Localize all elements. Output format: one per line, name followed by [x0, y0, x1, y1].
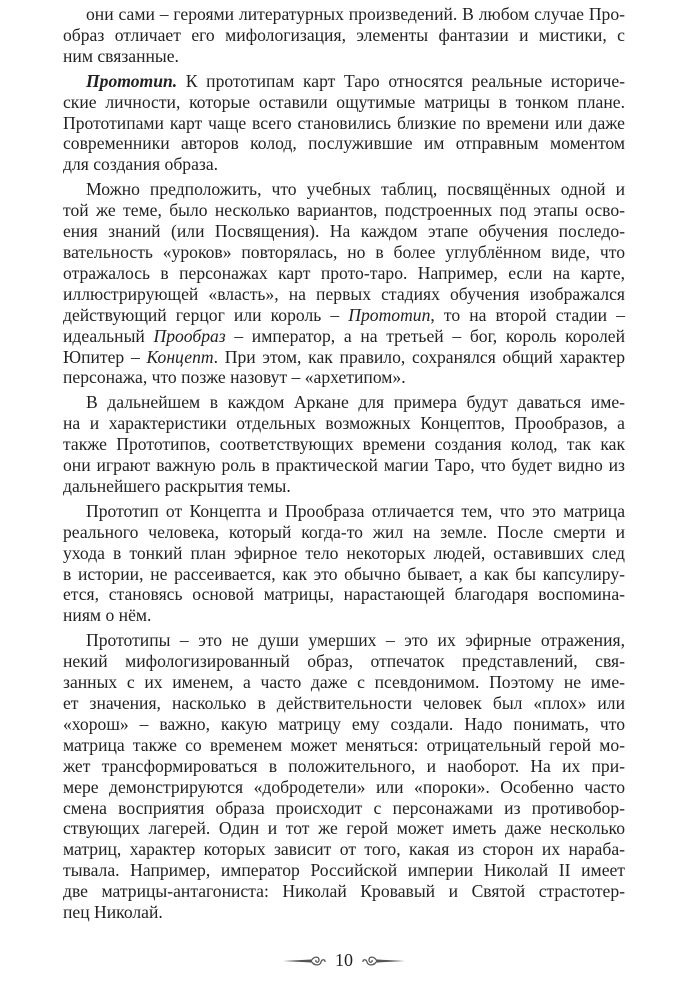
text-line [63, 71, 625, 92]
text-segment: занных с их именем, а часто даже с псевдонимом. Поэтому не име- [63, 672, 625, 693]
paragraph [63, 179, 625, 388]
text-line [63, 154, 625, 175]
ornament-right-icon [361, 954, 405, 968]
text-line [63, 326, 625, 347]
text-segment: матрица также со временем может меняться: отрицательный герой мо- [63, 734, 625, 755]
text-segment: мере демонстрируются «добродетели» или «пороки». Особенно часто [63, 776, 625, 797]
text-segment: реального человека, который когда-то жил на земле. После смерти и [63, 521, 625, 542]
text-segment: Прототипами карт чаще всего становились близкие по времени или даже [63, 112, 625, 133]
text-line [63, 284, 625, 305]
text-line [63, 735, 625, 756]
text-line [63, 476, 625, 497]
text-line [63, 839, 625, 860]
emphasized-term: Концепт [146, 346, 214, 367]
text-segment: ения знаний (или Посвящения). На каждом этапе обучения последо- [63, 221, 625, 242]
text-line [63, 4, 625, 25]
text-line [63, 584, 625, 605]
text-segment: Юпитер – [63, 346, 147, 367]
page-number: 10 [335, 950, 353, 970]
text-line [63, 798, 625, 819]
emphasized-term: Прототип [348, 304, 431, 325]
text-line [63, 672, 625, 693]
text-line [63, 455, 625, 476]
text-segment: ет значения, насколько в действительности человек был «плох» или [63, 693, 625, 713]
text-line [63, 501, 625, 522]
paragraph [63, 501, 625, 626]
text-segment: отражалось в персонажах карт прото-таро. Например, если на карте, [63, 262, 625, 283]
text-line [63, 543, 625, 564]
text-line [63, 305, 625, 326]
text-segment: жет трансформироваться в положительного, и наоборот. На их при- [63, 755, 625, 776]
text-line [63, 413, 625, 434]
paragraph [63, 630, 625, 923]
text-segment: образ отличает его мифологизация, элементы фантазии и мистики, с [63, 24, 625, 45]
text-segment: для создания образа. [63, 154, 219, 175]
text-line [63, 564, 625, 585]
text-segment: ствующих лагерей. Один и тот же герой может иметь даже несколько [63, 818, 625, 839]
text-segment: – император, а на третьей – бог, король королей [225, 325, 625, 346]
text-segment: две матрицы-антагониста: Николай Кровавый и Святой страстотер- [63, 881, 625, 902]
page-footer [0, 950, 688, 971]
text-line [63, 133, 625, 154]
text-segment: дальнейшего раскрытия темы. [63, 475, 291, 496]
text-line [63, 777, 625, 798]
text-line [63, 860, 625, 881]
text-segment: тывала. Например, император Российской империи Николай II имеет [63, 860, 625, 881]
text-line [63, 347, 625, 368]
text-segment: действующий герцог или король – [63, 304, 349, 325]
text-segment: в истории, не рассеивается, как это обычно бывает, а как бы капсулиру- [63, 563, 625, 584]
text-segment: персонажа, что позже назовут – «архетипом». [63, 367, 406, 388]
text-segment: смена восприятия образа происходит с персонажами из противобор- [63, 797, 625, 818]
text-segment: современники авторов колод, послужившие им отправным моментом [63, 133, 625, 154]
paragraph [63, 4, 625, 67]
emphasized-term: Прототип. [86, 70, 178, 91]
text-segment: матриц, характер которых зависит от того, какая из сторон их нараба- [63, 839, 625, 860]
text-line [63, 200, 625, 221]
text-line [63, 902, 625, 923]
text-line [63, 434, 625, 455]
text-line [63, 881, 625, 902]
text-segment: , то на второй стадии – [430, 304, 625, 325]
text-line [63, 605, 625, 626]
emphasized-term: Прообраз [153, 325, 226, 346]
text-segment: ухода в тонкий план эфирное тело некоторых людей, оставивших след [63, 542, 625, 563]
text-segment: ется, становясь основой матрицы, нарастающей благодаря воспомина- [63, 584, 625, 605]
paragraph [63, 71, 625, 176]
text-line [63, 522, 625, 543]
text-line [63, 92, 625, 113]
text-segment: некий мифологизированный образ, отпечаток представлений, свя- [63, 651, 625, 672]
text-line [63, 113, 625, 134]
text-line [63, 651, 625, 672]
text-line [63, 46, 625, 67]
text-segment: иллюстрирующей «власть», на первых стадиях обучения изображался [63, 283, 625, 304]
text-line [63, 392, 625, 413]
text-line [63, 714, 625, 735]
text-segment: на и характеристики отдельных возможных Концептов, Прообразов, а [63, 413, 625, 434]
text-line [63, 263, 625, 284]
text-line [63, 630, 625, 651]
text-segment: «хорош» – важно, какую матрицу ему создали. Надо понимать, что [63, 713, 625, 734]
text-segment: Прототип от Концепта и Прообраза отличается тем, что это матрица [86, 500, 625, 521]
paragraph [63, 392, 625, 497]
text-line [63, 367, 625, 388]
text-segment: В дальнейшем в каждом Аркане для примера будут даваться име- [86, 392, 625, 413]
page-body-text [63, 4, 625, 927]
text-line [63, 25, 625, 46]
text-segment: они играют важную роль в практической магии Таро, что будет видно из [63, 455, 625, 476]
text-segment: . При этом, как правило, сохранялся общий характер [213, 346, 625, 367]
text-segment: ские личности, которые оставили ощутимые матрицы в тонком плане. [63, 91, 625, 112]
text-segment: ним связанные. [63, 45, 179, 66]
text-segment: идеальный [63, 325, 154, 346]
text-segment: той же теме, было несколько вариантов, подстроенных под этапы осво- [63, 200, 625, 221]
text-line [63, 756, 625, 777]
text-line [63, 242, 625, 263]
text-segment: К прототипам карт Таро относятся реальные историче- [177, 70, 625, 91]
text-segment: пец Николай. [63, 902, 163, 923]
text-line [63, 818, 625, 839]
text-segment: они сами – героями литературных произведений. В любом случае Про- [86, 4, 625, 24]
text-line [63, 221, 625, 242]
ornament-left-icon [283, 954, 327, 968]
text-segment: Прототипы – это не души умерших – это их эфирные отражения, [86, 630, 625, 651]
text-line [63, 693, 625, 714]
text-line [63, 179, 625, 200]
text-segment: ниям о нём. [63, 605, 152, 626]
text-segment: также Прототипов, соответствующих времени создания колод, так как [63, 434, 625, 455]
text-segment: Можно предположить, что учебных таблиц, посвящённых одной и [86, 179, 625, 200]
text-segment: вательность «уроков» повторялась, но в более углублённом виде, что [63, 241, 625, 262]
